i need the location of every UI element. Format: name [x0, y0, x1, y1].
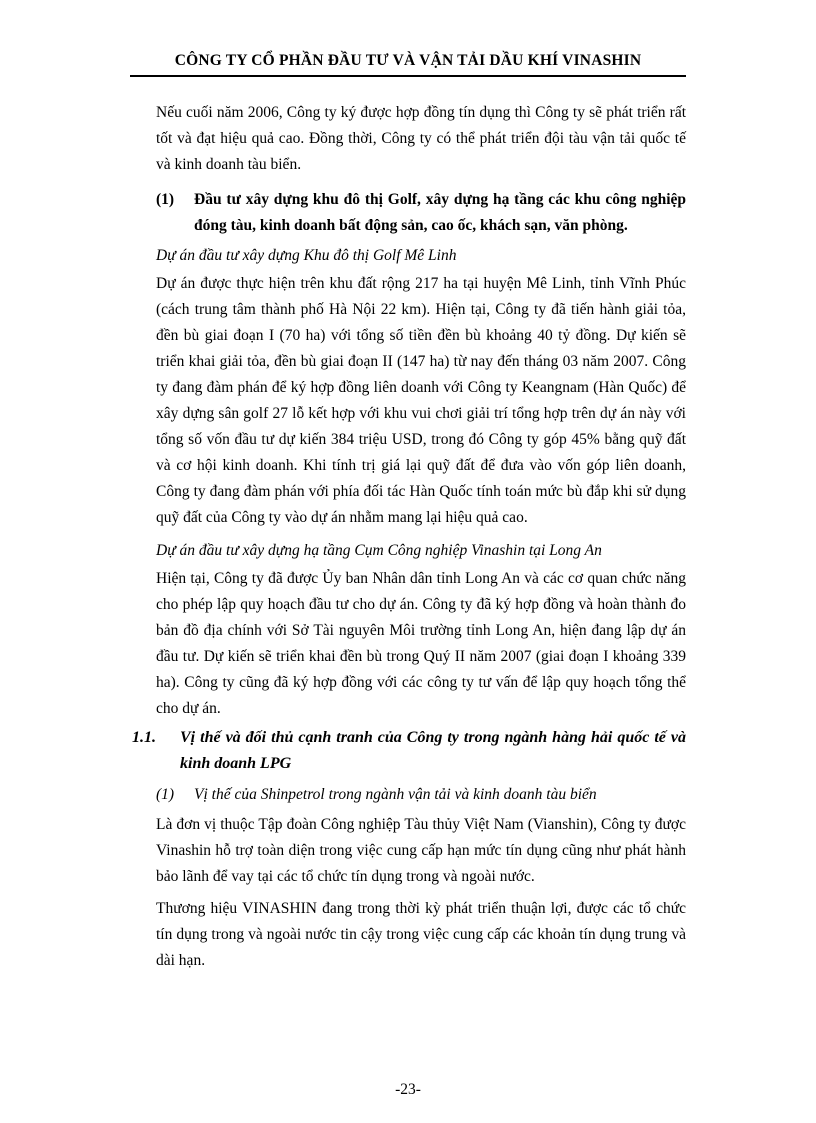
paragraph-b: Thương hiệu VINASHIN đang trong thời kỳ phát triển thuận lợi, được các tổ chức tín dụng trong và ngoài nước tin cậy trong việc cung cấp các khoản tín dụng trung và dài hạn. — [156, 900, 686, 969]
section-title: Vị thế và đối thủ cạnh tranh của Công ty trong ngành hàng hải quốc tế và kinh doanh LPG — [180, 729, 686, 772]
subsection-number: (1) — [156, 786, 175, 803]
item-1-number: (1) — [156, 191, 175, 208]
section-number: 1.1. — [132, 729, 156, 746]
project-2-title: Dự án đầu tư xây dựng hạ tầng Cụm Công nghiệp Vinashin tại Long An — [156, 542, 602, 559]
subsection-title: Vị thế của Shinpetrol trong ngành vận tải và kinh doanh tàu biển — [194, 786, 597, 803]
project-1-title: Dự án đầu tư xây dựng Khu đô thị Golf Mê Linh — [156, 247, 457, 264]
section-heading — [132, 725, 686, 777]
item-1-heading: Đầu tư xây dựng khu đô thị Golf, xây dựng hạ tầng các khu công nghiệp đóng tàu, kinh doanh bất động sản, cao ốc, khách sạn, văn phòng. — [194, 191, 686, 234]
subsection-heading — [156, 782, 686, 808]
header-title: CÔNG TY CỔ PHẦN ĐẦU TƯ VÀ VẬN TẢI DẦU KHÍ VINASHIN — [174, 52, 642, 69]
paragraph-a: Là đơn vị thuộc Tập đoàn Công nghiệp Tàu thủy Việt Nam (Vianshin), Công ty được Vinashin hỗ trợ toàn diện trong việc cung cấp hạn mức tín dụng cũng như phát hành bảo lãnh để vay tại các tổ chức tín dụng trong và ngoài nước. — [156, 816, 686, 885]
header-rule — [130, 75, 686, 77]
intro-paragraph: Nếu cuối năm 2006, Công ty ký được hợp đồng tín dụng thì Công ty sẽ phát triển rất tốt và đạt hiệu quả cao. Đồng thời, Công ty có thể phát triển đội tàu vận tải quốc tế và kinh doanh tàu biển. — [156, 104, 686, 173]
project-2-body: Hiện tại, Công ty đã được Ủy ban Nhân dân tỉnh Long An và các cơ quan chức năng cho phép lập quy hoạch đầu tư cho dự án. Công ty đã ký hợp đồng và hoàn thành đo bản đồ địa chính với Sở Tài nguyên Môi trường tỉnh Long An, hiện đang lập dự án đầu tư. Dự kiến sẽ triển khai đền bù trong Quý II năm 2007 (giai đoạn I khoảng 339 ha). Công ty cũng đã ký hợp đồng với các công ty tư vấn để lập quy hoạch tổng thể cho dự án. — [156, 570, 686, 717]
project-1-body: Dự án được thực hiện trên khu đất rộng 217 ha tại huyện Mê Linh, tỉnh Vĩnh Phúc (cách trung tâm thành phố Hà Nội 22 km). Hiện tại, Công ty đã tiến hành giải tỏa, đền bù giai đoạn I (70 ha) với tổng số tiền đền bù khoảng 40 tỷ đồng. Dự kiến sẽ triển khai giải tỏa, đền bù giai đoạn II (147 ha) từ nay đến tháng 03 năm 2007. Công ty đang đàm phán để ký hợp đồng liên doanh với Công ty Keangnam (Hàn Quốc) để xây dựng sân golf 27 lỗ kết hợp với khu vui chơi giải trí tổng hợp trên dự án này với tổng số vốn đầu tư dự kiến 384 triệu USD, trong đó Công ty góp 45% bằng quỹ đất và cơ hội kinh doanh. Khi tính trị giá lại quỹ đất để đưa vào vốn góp liên doanh, Công ty đang đàm phán với phía đối tác Hàn Quốc tính toán mức bù đắp khi sử dụng quỹ đất của Công ty vào dự án nhằm mang lại hiệu quả cao. — [156, 275, 686, 526]
item-1 — [156, 187, 686, 239]
page-number: -23- — [395, 1081, 421, 1098]
